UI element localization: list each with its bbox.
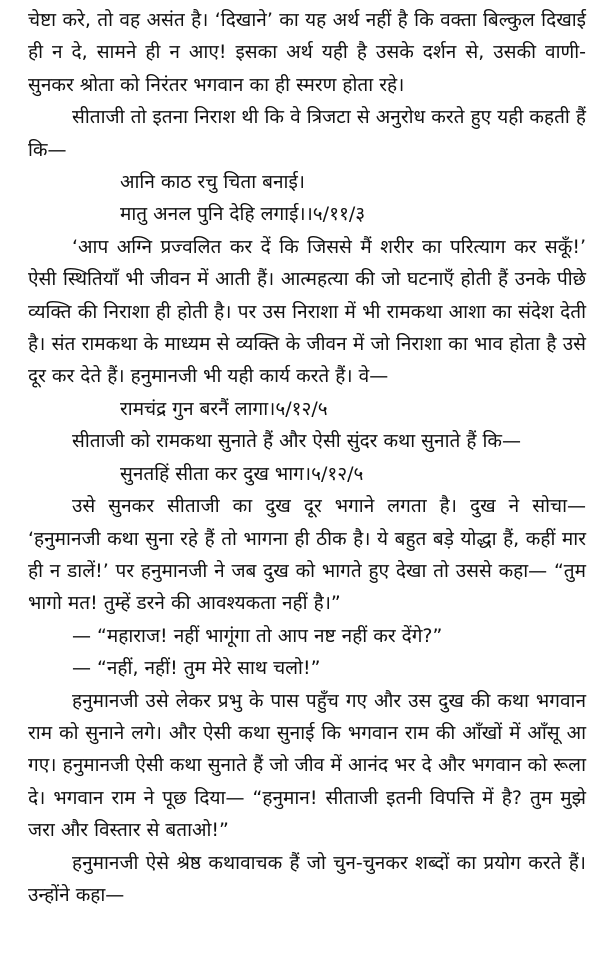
verse-line-4: सुनतहिं सीता कर दुख भाग।५/१२/५ bbox=[120, 462, 364, 485]
dialogue-line-2: — “नहीं, नहीं! तुम मेरे साथ चलो!” bbox=[72, 657, 321, 680]
page-text bbox=[28, 4, 586, 911]
paragraph-4: सीताजी को रामकथा सुनाते हैं और ऐसी सुंदर कथा सुनाते हैं कि— bbox=[72, 430, 522, 453]
verse-line-3: रामचंद्र गुन बरनैं लागा।५/१२/५ bbox=[120, 397, 328, 420]
verse-line-1: आनि काठ रचु चिता बनाई। bbox=[120, 171, 306, 194]
paragraph-3: ‘आप अग्नि प्रज्वलित कर दें कि जिससे मैं शरीर का परित्याग कर सकूँ!’ ऐसी स्थितियाँ भी जीवन में आती हैं। आत्महत्या की जो घटनाएँ होती हैं उनके पीछे व्यक्ति की निराशा ही होती है। पर उस निराशा में भी रामकथा आशा का संदेश देती है। संत रामकथा के माध्यम से व्यक्ति के जीवन में जो निराशा का भाव होता है उसे दूर कर देते हैं। हनुमानजी भी यही कार्य करते हैं। वे— bbox=[28, 235, 586, 388]
dialogue-line-1: — “महाराज! नहीं भागूंगा तो आप नष्ट नहीं कर देंगे?” bbox=[72, 624, 443, 647]
paragraph-1: चेष्टा करे, तो वह असंत है। ‘दिखाने’ का यह अर्थ नहीं है कि वक्ता बिल्कुल दिखाई ही न दे, सामने ही न आए! इसका अर्थ यही है उसके दर्शन से, उसकी वाणी-सुनकर श्रोता को निरंतर भगवान का ही स्मरण होता रहे। bbox=[28, 9, 586, 96]
paragraph-2: सीताजी तो इतना निराश थी कि वे त्रिजटा से अनुरोध करते हुए यही कहती हैं कि— bbox=[28, 106, 586, 161]
paragraph-6: हनुमानजी उसे लेकर प्रभु के पास पहुँच गए और उस दुख की कथा भगवान राम को सुनाने लगे। और ऐसी कथा सुनाई कि भगवान राम की आँखों में आँसू आ गए। हनुमानजी ऐसी कथा सुनाते हैं जो जीव में आनंद भर दे और भगवान को रूला दे। भगवान राम ने पूछ दिया— “हनुमान! सीताजी इतनी विपत्ति में है? तुम मुझे जरा और विस्तार से बताओ!” bbox=[28, 689, 586, 842]
verse-line-2: मातु अनल पुनि देहि लगाई।।५/११/३ bbox=[120, 203, 366, 226]
paragraph-5: उसे सुनकर सीताजी का दुख दूर भगाने लगता है। दुख ने सोचा— ‘हनुमानजी कथा सुना रहे हैं तो भागना ही ठीक है। ये बहुत बड़े योद्धा हैं, कहीं मार ही न डालें!’ पर हनुमानजी ने जब दुख को भागते हुए देखा तो उससे कहा— “तुम भागो मत! तुम्हें डरने की आवश्यकता नहीं है।” bbox=[28, 495, 586, 615]
paragraph-7: हनुमानजी ऐसे श्रेष्ठ कथावाचक हैं जो चुन-चुनकर शब्दों का प्रयोग करते हैं। उन्होंने कहा— bbox=[28, 851, 586, 906]
